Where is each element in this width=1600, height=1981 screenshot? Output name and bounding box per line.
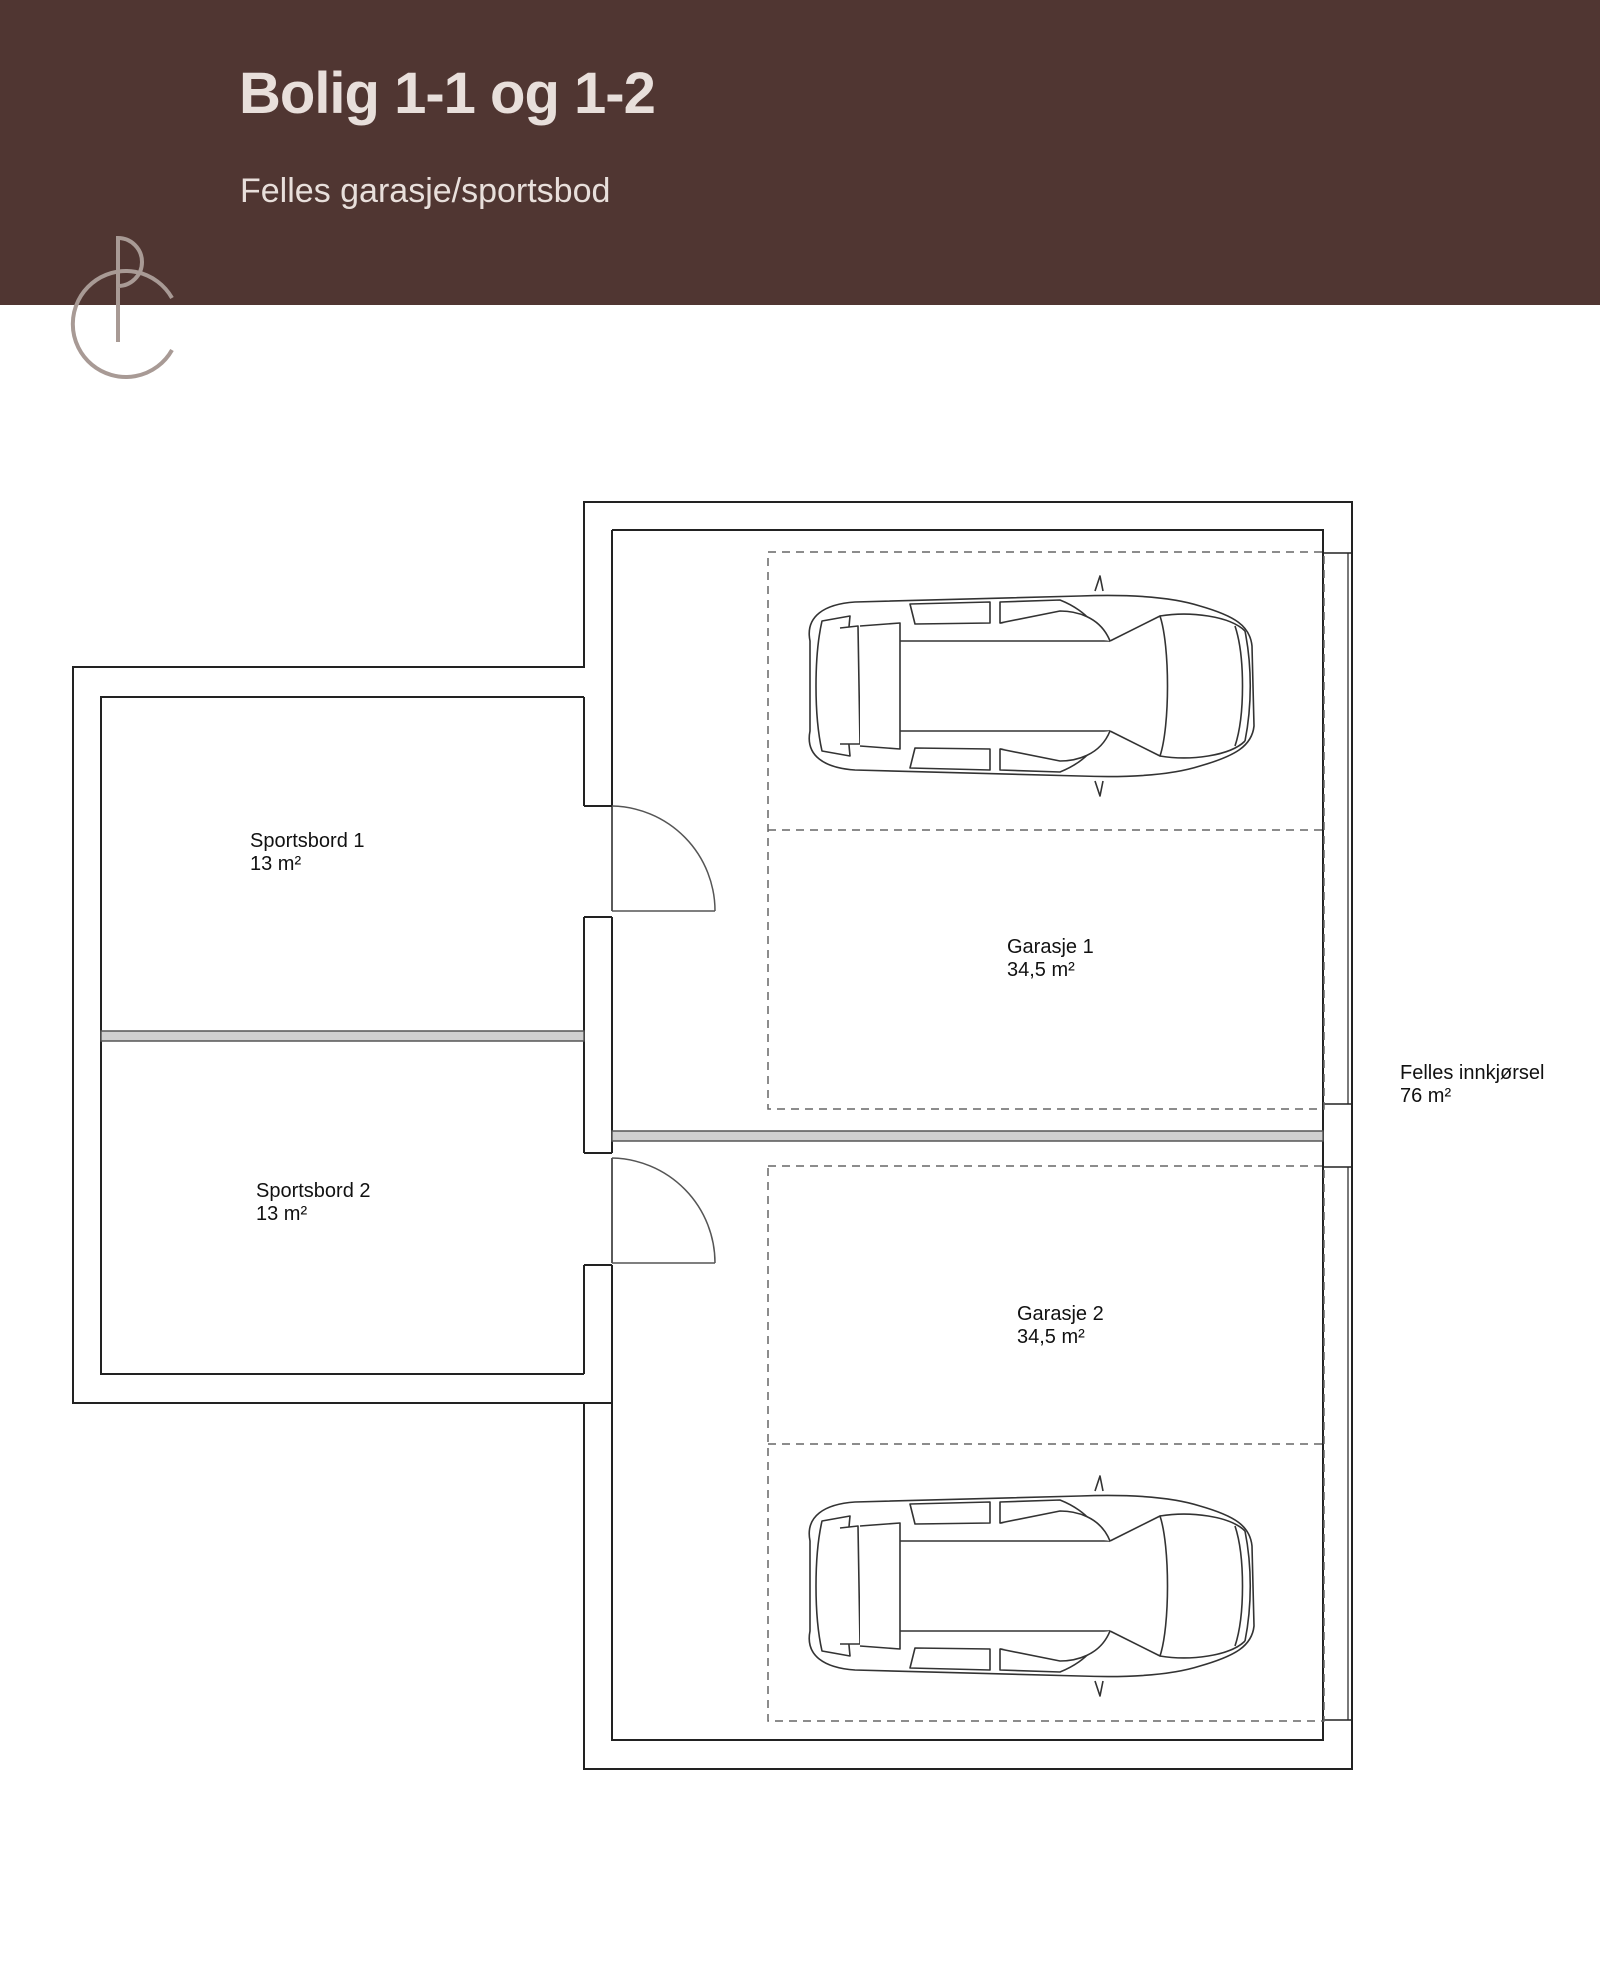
room-name: Sportsbord 1 bbox=[250, 830, 365, 852]
room-label-garasje-2 bbox=[1017, 1303, 1104, 1349]
car-icon bbox=[809, 1476, 1254, 1696]
door-icon bbox=[612, 1158, 715, 1263]
room-name: Felles innkjørsel bbox=[1400, 1062, 1545, 1084]
room-area: 76 m² bbox=[1400, 1085, 1452, 1107]
room-label-sportsbod-1 bbox=[250, 830, 365, 876]
room-name: Garasje 2 bbox=[1017, 1303, 1104, 1325]
room-label-garasje-1 bbox=[1007, 936, 1094, 982]
room-area: 13 m² bbox=[250, 853, 302, 875]
page-title: Bolig 1-1 og 1-2 bbox=[239, 61, 655, 126]
car-icon bbox=[809, 576, 1254, 796]
room-label-innkjorsel bbox=[1400, 1062, 1544, 1108]
room-area: 34,5 m² bbox=[1017, 1326, 1085, 1348]
room-area: 13 m² bbox=[256, 1203, 308, 1225]
door-icon bbox=[612, 806, 715, 911]
page-subtitle: Felles garasje/sportsbod bbox=[240, 172, 611, 210]
room-name: Garasje 1 bbox=[1007, 936, 1094, 958]
room-area: 34,5 m² bbox=[1007, 959, 1075, 981]
room-label-sportsbod-2 bbox=[256, 1180, 371, 1226]
room-name: Sportsbord 2 bbox=[256, 1180, 371, 1202]
